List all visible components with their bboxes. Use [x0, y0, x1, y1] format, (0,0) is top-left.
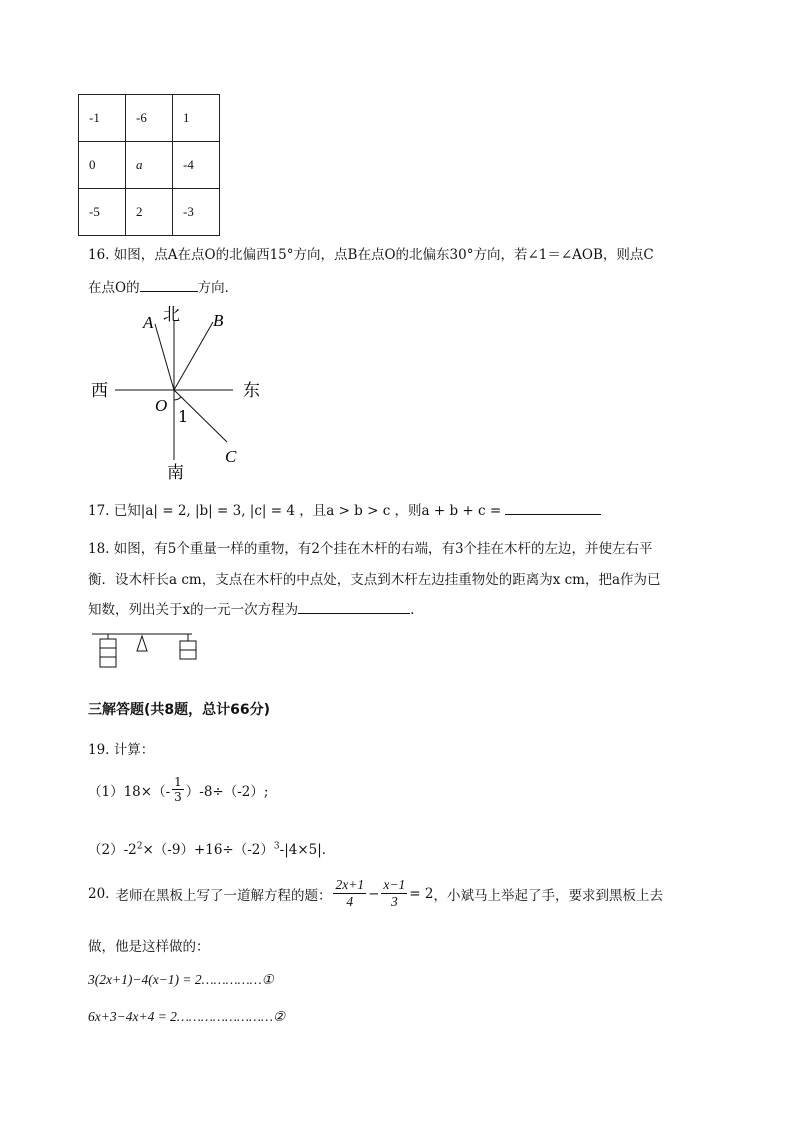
angle-1-arc — [174, 397, 181, 400]
left-weights — [100, 639, 116, 667]
q19-part2 — [88, 838, 335, 858]
balance-diagram — [90, 630, 202, 672]
q20-line1 — [88, 877, 663, 910]
q19-number: 19. — [88, 742, 110, 758]
compass-diagram — [85, 302, 275, 482]
grid-cell: 2 — [126, 189, 173, 236]
grid-cell: -1 — [79, 95, 126, 142]
q19-p2-mid: ×（-9）+16÷（-2） — [142, 842, 274, 858]
fraction — [172, 775, 184, 805]
q18-line3 — [88, 598, 414, 618]
label-east: 东 — [243, 381, 260, 401]
label-north: 北 — [163, 305, 180, 325]
grid-row — [79, 142, 220, 189]
grid-cell: -3 — [173, 189, 220, 236]
label-b: B — [213, 311, 224, 330]
q19-title — [88, 738, 154, 758]
q18-line2 — [88, 568, 661, 588]
label-west: 西 — [91, 381, 108, 401]
q16-number: 16. — [88, 247, 110, 263]
fraction-denominator: 3 — [390, 894, 398, 910]
answer-blank[interactable] — [140, 290, 198, 292]
label-o: O — [155, 396, 168, 415]
fulcrum-triangle — [137, 636, 147, 651]
q18-text-pre: 知数，列出关于x的一元一次方程为 — [88, 602, 299, 618]
q18-line1 — [88, 537, 653, 557]
exponent: 3 — [273, 841, 280, 852]
fraction-numerator: x−1 — [381, 877, 407, 894]
grid-row — [79, 95, 220, 142]
number-grid — [78, 94, 220, 236]
ray-oa — [155, 324, 174, 390]
answer-blank[interactable] — [298, 612, 410, 614]
q20-text-post: ，小斌马上举起了手，要求到黑板上去 — [433, 887, 663, 904]
q16-text-post: 方向． — [197, 280, 239, 296]
q19-text: 计算： — [113, 742, 155, 758]
q16-line1 — [88, 243, 654, 263]
grid-cell: -4 — [173, 142, 220, 189]
q17-line — [88, 499, 601, 519]
label-c: C — [225, 447, 237, 466]
q19-part1 — [88, 775, 268, 805]
q20-text-pre: 老师在黑板上写了一道解方程的题： — [115, 887, 332, 904]
fraction-numerator: 2x+1 — [333, 877, 366, 894]
fraction — [381, 877, 407, 910]
answer-blank[interactable] — [505, 513, 601, 515]
ray-ob — [174, 322, 213, 390]
q17-text: 已知|a| = 2, |b| = 3, |c| = 4 ，且a > b > c ，则a + b + c = — [113, 503, 502, 519]
label-a: A — [143, 313, 154, 332]
q16-text-pre: 在点O的 — [88, 280, 140, 296]
grid-cell: -5 — [79, 189, 126, 236]
q19-p1-pre: （1）18×（- — [88, 783, 171, 800]
grid-cell: 1 — [173, 95, 220, 142]
fraction — [333, 877, 366, 910]
fraction-denominator: 3 — [174, 790, 182, 805]
label-angle-1: 1 — [178, 407, 189, 426]
section-heading: 三解答题(共8题，总计66分) — [88, 702, 271, 718]
q19-p2-post: -|4×5|． — [279, 842, 336, 858]
q18-text: 如图，有5个重量一样的重物，有2个挂在木杆的右端，有3个挂在木杆的左边，并使左右平 — [113, 541, 653, 557]
grid-cell: -6 — [126, 95, 173, 142]
q18-text: 衡．设木杆长a cm，支点在木杆的中点处，支点到木杆左边挂重物处的距离为x cm，把a作为已 — [88, 572, 661, 588]
q16-line2 — [88, 276, 238, 296]
q19-p2-pre: （2）-2 — [88, 842, 137, 858]
q16-text: 如图，点A在点O的北偏西15°方向，点B在点O的北偏东30°方向，若∠1＝∠AOB，则点C — [113, 247, 654, 263]
q18-text-post: . — [410, 602, 415, 618]
equals-two: = 2 — [409, 885, 434, 902]
grid-row — [79, 189, 220, 236]
q20-line2: 做，他是这样做的： — [88, 939, 210, 955]
exponent: 2 — [136, 841, 143, 852]
q19-p1-post: ）-8÷（-2）; — [185, 783, 269, 800]
q20-step2: 6x+3−4x+4 = 2……………………② — [88, 1009, 286, 1024]
q17-number: 17. — [88, 503, 110, 519]
q20-number: 20. — [88, 885, 110, 902]
fraction-numerator: 1 — [174, 775, 182, 789]
q18-number: 18. — [88, 541, 110, 557]
fraction-denominator: 4 — [346, 894, 354, 910]
minus-sign: − — [368, 885, 380, 902]
label-south: 南 — [167, 463, 184, 482]
grid-cell: 0 — [79, 142, 126, 189]
grid-cell: a — [126, 142, 173, 189]
q20-step1: 3(2x+1)−4(x−1) = 2……………① — [88, 972, 274, 987]
